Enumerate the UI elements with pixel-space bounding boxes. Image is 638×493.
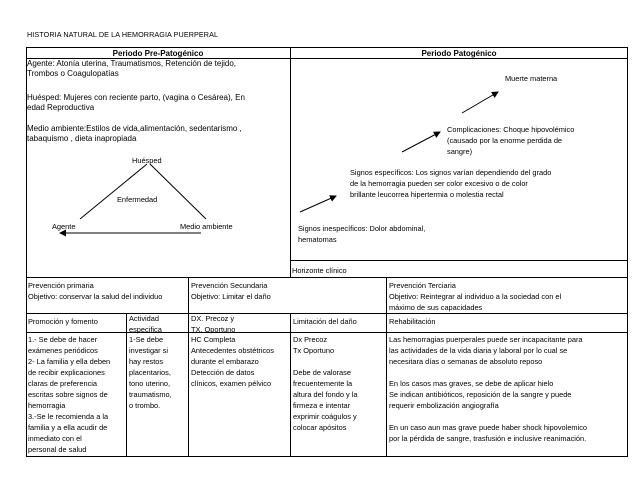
triangle-left-edge [80, 164, 147, 219]
promocion-content: 1.- Se debe de hacer exámenes periódicos 2- La familia y ella deben de recibir explicaciones claras de preferencia escritas sobre signos de hemorragia 3.-Se le recomienda a la familia y a ella acudir de inmediato con el personal de salud [28, 335, 111, 454]
horizonte-clinico-label: Horizonte clínico [292, 266, 347, 275]
arrow-to-muerte-materna [462, 92, 498, 113]
actividad-especifica-header: Actividad especifica [129, 314, 162, 334]
promocion-fomento-header: Promoción y fomento [28, 317, 98, 326]
limitacion-dano-header: Limitación del daño [293, 317, 357, 326]
huesped-description: Huésped: Mujeres con reciente parto, (vagina o Cesárea), En edad Reproductiva [27, 93, 245, 112]
agente-description: Agente: Atonía uterina, Traumatismos, Retención de tejido, Trombos o Coagulopatías [27, 59, 237, 78]
limitacion-content: Dx Precoz Tx Oportuno Debe de valorase frecuentemente la altura del fondo y la firmeza e intentar exprimir coágulos y colocar apósitos [293, 335, 358, 432]
triangle-agente-label: Agente [52, 222, 76, 231]
prevencion-primaria: Prevención primaria Objetivo: conservar la salud del individuo [28, 281, 163, 301]
triangle-enfermedad-label: Enfermedad [117, 195, 158, 204]
prepatogenico-header: Periodo Pre-Patogénico [112, 49, 204, 58]
arrow-to-signos-especificos [300, 196, 336, 212]
prevencion-terciaria: Prevención Terciaria Objetivo: Reintegrar al individuo a la sociedad con el máximo de sus capacidades [389, 281, 562, 312]
complicaciones-text: Complicaciones: Choque hipovolémico (causado por la enorme perdida de sangre) [447, 125, 575, 156]
dx-content: HC Completa Antecedentes obstétricos durante el embarazo Detección de datos clínicos, examen pélvico [191, 335, 274, 388]
rehabilitacion-content: Las hemorragias puerperales puede ser incapacitante para las actividades de la vida diaria y laboral por lo cual se necesitara días o semanas de absoluto reposo En los casos mas graves, se debe de aplicar hielo Se indican antibióticos, reposición de la sangre y puede requerir embolización angiografía En un caso aun mas grave puede haber shock hipovolemico por la pérdida de sangre, trasfusión e inclusive reanimación. [389, 335, 588, 443]
muerte-materna-label: Muerte materna [505, 74, 558, 83]
triangle-medio-ambiente-label: Medio ambiente [180, 222, 233, 231]
arrow-to-complicaciones [402, 132, 440, 152]
document-title: HISTORIA NATURAL DE LA HEMORRAGIA PUERPERAL [27, 30, 219, 39]
signos-inespecificos-text: Signos inespecíficos: Dolor abdominal, hematomas [298, 224, 426, 244]
dx-precoz-header: DX. Precoz y TX. Oportuno [191, 314, 236, 334]
triangle-huesped-label: Huésped [132, 156, 162, 165]
medio-ambiente-description: Medio ambiente:Estilos de vida,alimentación, sedentarismo , tabaquismo , dieta inapropiada [27, 124, 242, 143]
rehabilitacion-header: Rehabilitación [389, 317, 436, 326]
prevencion-secundaria: Prevención Secundaria Objetivo: Limitar el daño [191, 281, 271, 301]
triangle-right-edge [150, 164, 206, 219]
actividad-content: 1-Se debe investigar si hay restos placentarios, tono uterino, traumatismo, o trombo. [129, 335, 172, 410]
patogenico-header: Periodo Patogénico [421, 49, 497, 58]
signos-especificos-text: Signos específicos: Los signos varían dependiendo del grado de la hemorragia pueden ser color excesivo o de color brillante leucorrea hipertermia o molestia rectal [350, 168, 552, 199]
